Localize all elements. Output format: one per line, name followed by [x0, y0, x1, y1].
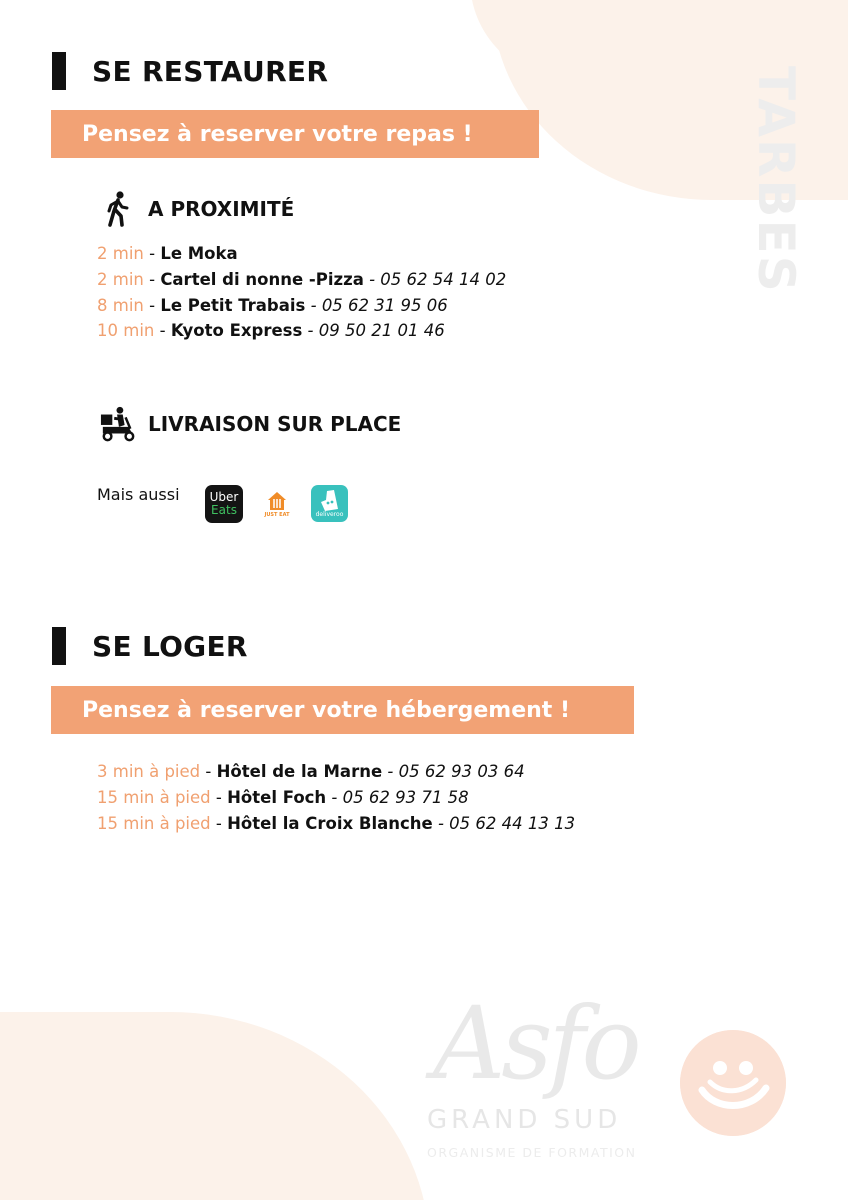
- hotel-name: Hôtel de la Marne: [216, 762, 383, 782]
- just-eat-text: JUST EAT: [264, 512, 290, 518]
- decor-blob-bottom: [0, 1012, 430, 1200]
- list-item: 3 min à pied - Hôtel de la Marne - 05 62 93 03 64: [97, 762, 525, 782]
- list-item: 15 min à pied - Hôtel la Croix Blanche - 05 62 44 13 13: [97, 813, 576, 833]
- asfo-grand-sud-text: GRAND SUD: [427, 1105, 622, 1135]
- restaurant-name: Kyoto Express: [170, 321, 303, 341]
- deliveroo-logo[interactable]: [311, 485, 348, 522]
- banner-loger: Pensez à reserver votre hébergement !: [51, 686, 634, 734]
- list-item: 15 min à pied - Hôtel Foch - 05 62 93 71 58: [97, 788, 469, 808]
- walk-time: 15 min à pied: [97, 813, 211, 833]
- walk-time: 15 min à pied: [97, 788, 211, 808]
- hotel-list: [97, 759, 575, 836]
- restaurant-name: Cartel di nonne -Pizza: [160, 270, 364, 290]
- delivery-scooter-icon: [100, 404, 136, 444]
- subheading-text: LIVRAISON SUR PLACE: [148, 412, 402, 436]
- subheading-text: A PROXIMITÉ: [148, 197, 295, 221]
- walk-time: 3 min à pied: [97, 762, 201, 782]
- asfo-emblem-icon: [680, 1030, 786, 1136]
- list-item: 10 min - Kyoto Express - 09 50 21 01 46: [97, 321, 445, 341]
- section-title-loger: [52, 627, 248, 665]
- section-bar: [52, 52, 66, 90]
- banner-restaurer: Pensez à reserver votre repas !: [51, 110, 539, 158]
- hotel-name: Hôtel la Croix Blanche: [227, 813, 433, 833]
- side-label-city: TARBES: [747, 66, 805, 294]
- phone-number: 09 50 21 01 46: [318, 321, 445, 341]
- hotel-name: Hôtel Foch: [227, 788, 327, 808]
- uber-eats-text-top: Uber: [209, 490, 239, 504]
- subheading-livraison: [100, 404, 401, 444]
- walk-time: 2 min: [97, 270, 144, 290]
- phone-number: 05 62 54 14 02: [380, 270, 507, 290]
- deliveroo-text: deliveroo: [315, 511, 344, 518]
- list-item: 2 min - Cartel di nonne -Pizza - 05 62 54 14 02: [97, 270, 507, 290]
- asfo-script-text: Asfo: [433, 985, 638, 1102]
- section-title-restaurer: [52, 52, 328, 90]
- house-fork-icon: [266, 490, 288, 512]
- restaurant-list: [97, 241, 506, 344]
- section-title-text: SE LOGER: [92, 629, 248, 663]
- asfo-grand-sud-logo: [425, 985, 805, 1175]
- restaurant-name: Le Petit Trabais: [160, 295, 306, 315]
- asfo-tagline: ORGANISME DE FORMATION: [427, 1145, 637, 1160]
- mais-aussi-label: Mais aussi: [97, 485, 180, 504]
- just-eat-logo[interactable]: [262, 488, 292, 520]
- section-bar: [52, 627, 66, 665]
- walk-time: 10 min: [97, 321, 155, 341]
- section-title-text: SE RESTAURER: [92, 54, 329, 88]
- walking-person-icon: [100, 189, 136, 229]
- phone-number: 05 62 31 95 06: [321, 295, 448, 315]
- phone-number: 05 62 93 03 64: [398, 762, 525, 782]
- restaurant-name: Le Moka: [160, 244, 238, 264]
- walk-time: 8 min: [97, 295, 144, 315]
- phone-number: 05 62 44 13 13: [449, 813, 576, 833]
- list-item: 8 min - Le Petit Trabais - 05 62 31 95 06: [97, 295, 448, 315]
- subheading-proximite: [100, 189, 294, 229]
- list-item: 2 min - Le Moka: [97, 244, 238, 264]
- uber-eats-logo[interactable]: [205, 485, 243, 523]
- kangaroo-icon: [319, 489, 341, 511]
- uber-eats-text-bottom: Eats: [211, 503, 237, 517]
- walk-time: 2 min: [97, 244, 144, 264]
- phone-number: 05 62 93 71 58: [342, 788, 469, 808]
